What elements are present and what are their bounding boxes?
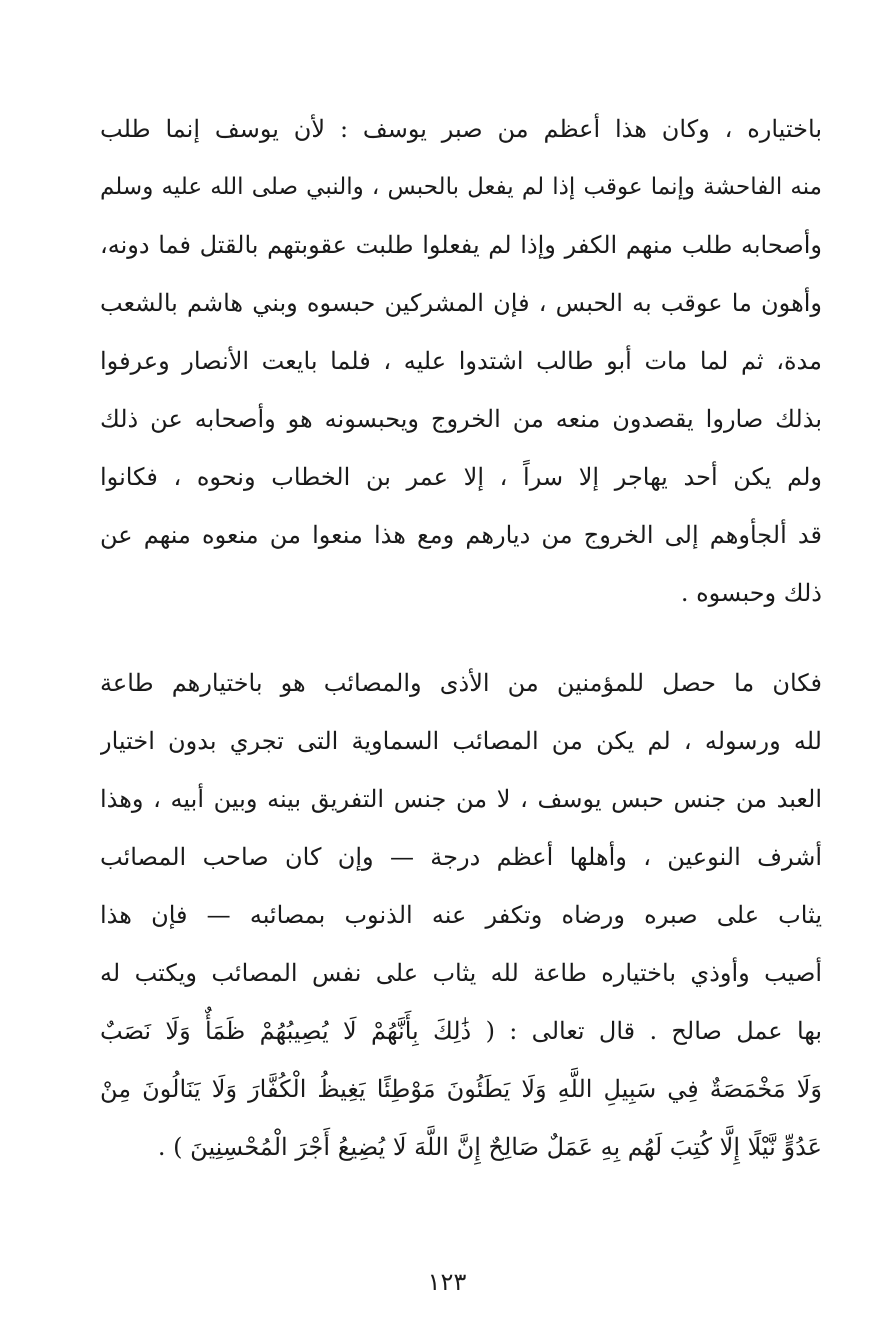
text-line: منه الفاحشة وإنما عوقب إذا لم يفعل بالحبس ، والنبي صلى الله عليه وسلم bbox=[100, 174, 822, 200]
quran-verse-line: عَدُوٍّ نَّيْلًا إِلَّا كُتِبَ لَهُم بِهِ عَمَلٌ صَالِحٌ إِنَّ اللَّهَ لَا يُضِيعُ أَجْرَ الْمُحْسِنِينَ ) . bbox=[157, 1133, 822, 1161]
text-line: لله ورسوله ، لم يكن من المصائب السماوية التى تجري بدون اختيار bbox=[100, 727, 822, 755]
text-line: فكان ما حصل للمؤمنين من الأذى والمصائب هو باختيارهم طاعة bbox=[100, 669, 822, 697]
text-line: أصيب وأوذي باختياره طاعة لله يثاب على نفس المصائب ويكتب له bbox=[100, 959, 822, 987]
paragraph-1 bbox=[100, 100, 822, 622]
quran-verse-line: وَلَا مَخْمَصَةٌ فِي سَبِيلِ اللَّهِ وَلَا يَطَئُونَ مَوْطِئًا يَغِيظُ الْكُفَّارَ وَلَا يَنَالُونَ مِنْ bbox=[100, 1075, 822, 1103]
text-line: بذلك صاروا يقصدون منعه من الخروج ويحبسونه هو وأصحابه عن ذلك bbox=[100, 405, 822, 433]
quran-verse-line: بها عمل صالح . قال تعالى : ( ذَٰلِكَ بِأَنَّهُمْ لَا يُصِيبُهُمْ ظَمَأٌ وَلَا نَصَبٌ bbox=[100, 1017, 822, 1045]
text-line: يثاب على صبره ورضاه وتكفر عنه الذنوب بمصائبه — فإن هذا bbox=[100, 901, 822, 929]
text-line: العبد من جنس حبس يوسف ، لا من جنس التفريق بينه وبين أبيه ، وهذا bbox=[100, 785, 822, 813]
paragraph-2 bbox=[100, 654, 822, 1176]
text-line: أشرف النوعين ، وأهلها أعظم درجة — وإن كان صاحب المصائب bbox=[100, 843, 822, 871]
text-line: ذلك وحبسوه . bbox=[680, 579, 822, 607]
page-number: ١٢٣ bbox=[427, 1268, 467, 1296]
text-line: وأهون ما عوقب به الحبس ، فإن المشركين حبسوه وبني هاشم بالشعب bbox=[100, 289, 822, 317]
text-line: مدة، ثم لما مات أبو طالب اشتدوا عليه ، فلما بايعت الأنصار وعرفوا bbox=[100, 347, 822, 375]
text-line: وأصحابه طلب منهم الكفر وإذا لم يفعلوا طلبت عقوبتهم بالقتل فما دونه، bbox=[100, 231, 822, 259]
text-line: قد ألجأوهم إلى الخروج من ديارهم ومع هذا منعوا من منعوه منهم عن bbox=[100, 521, 822, 549]
text-line: باختياره ، وكان هذا أعظم من صبر يوسف : لأن يوسف إنما طلب bbox=[100, 115, 822, 143]
text-line: ولم يكن أحد يهاجر إلا سراً ، إلا عمر بن الخطاب ونحوه ، فكانوا bbox=[100, 463, 822, 491]
